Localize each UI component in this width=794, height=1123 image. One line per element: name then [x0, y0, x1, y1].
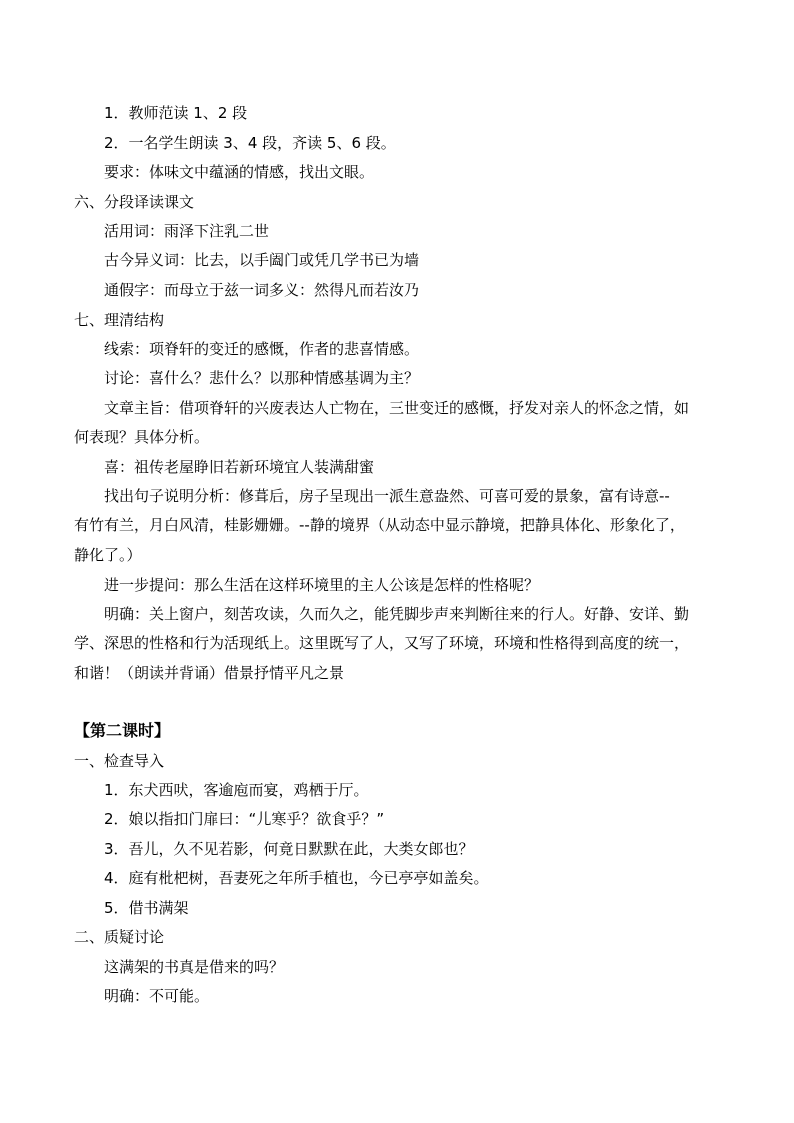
question-books: 这满架的书真是借来的吗？ [104, 958, 285, 976]
section-heading-7: 七、理清结构 [74, 311, 165, 329]
clarify-paragraph-line-3: 和谐！（朗读并背诵）借景抒情平凡之景 [74, 664, 345, 682]
further-question: 进一步提问：那么生活在这样环境里的主人公该是怎样的性格呢？ [104, 576, 540, 594]
flexible-words: 活用词：雨泽下注乳二世 [104, 222, 270, 240]
section-heading-6: 六、分段译读课文 [74, 193, 195, 211]
review-item-3: 3．吾儿，久不见若影，何竟日默默在此，大类女郎也？ [104, 840, 474, 858]
joy-paragraph: 喜：祖传老屋睁旧若新环境宜人装满甜蜜 [104, 458, 375, 476]
clarify-paragraph-line-2: 学、深思的性格和行为活现纸上。这里既写了人，又写了环境，环境和性格得到高度的统一， [74, 634, 690, 652]
section-heading-2: 二、质疑讨论 [74, 928, 165, 946]
analysis-paragraph-line-1: 找出句子说明分析：修葺后，房子呈现出一派生意盎然、可喜可爱的景象，富有诗意-- [104, 487, 670, 505]
review-item-1: 1．东犬西吠，客逾庖而宴，鸡栖于厅。 [104, 781, 369, 799]
clue-paragraph: 线索：项脊轩的变迁的感慨，作者的悲喜情感。 [104, 340, 420, 358]
theme-paragraph-line-2: 何表现？具体分析。 [74, 428, 210, 446]
answer-books: 明确：不可能。 [104, 987, 210, 1005]
section-heading-1: 一、检查导入 [74, 752, 165, 770]
clarify-paragraph-line-1: 明确：关上窗户，刻苦攻读，久而久之，能凭脚步声来判断往来的行人。好静、安详、勤 [104, 605, 690, 623]
review-item-5: 5．借书满架 [104, 899, 189, 917]
review-item-2: 2．娘以指扣门扉曰：“儿寒乎？欲食乎？” [104, 810, 385, 828]
analysis-paragraph-line-2: 有竹有兰，月白风清，桂影姗姗。--静的境界（从动态中显示静境，把静具体化、形象化了， [74, 516, 685, 534]
step-student-reading: 2．一名学生朗读 3、4 段，齐读 5、6 段。 [104, 134, 396, 152]
theme-paragraph-line-1: 文章主旨：借项脊轩的兴废表达人亡物在，三世变迁的感慨，抒发对亲人的怀念之情，如 [104, 399, 690, 417]
reading-requirement: 要求：体味文中蕴涵的情感，找出文眼。 [104, 163, 375, 181]
analysis-paragraph-line-3: 静化了。） [74, 546, 142, 564]
discussion-paragraph: 讨论：喜什么？悲什么？以那种情感基调为主？ [104, 369, 420, 387]
interchangeable-words: 通假字：而母立于兹一词多义：然得凡而若汝乃 [104, 281, 420, 299]
lesson-two-title: 【第二课时】 [74, 721, 171, 740]
ancient-modern-words: 古今异义词：比去，以手阖门或凭几学书已为墙 [104, 251, 420, 269]
step-teacher-reading: 1．教师范读 1、2 段 [104, 104, 248, 122]
review-item-4: 4．庭有枇杷树，吾妻死之年所手植也，今已亭亭如盖矣。 [104, 869, 489, 887]
